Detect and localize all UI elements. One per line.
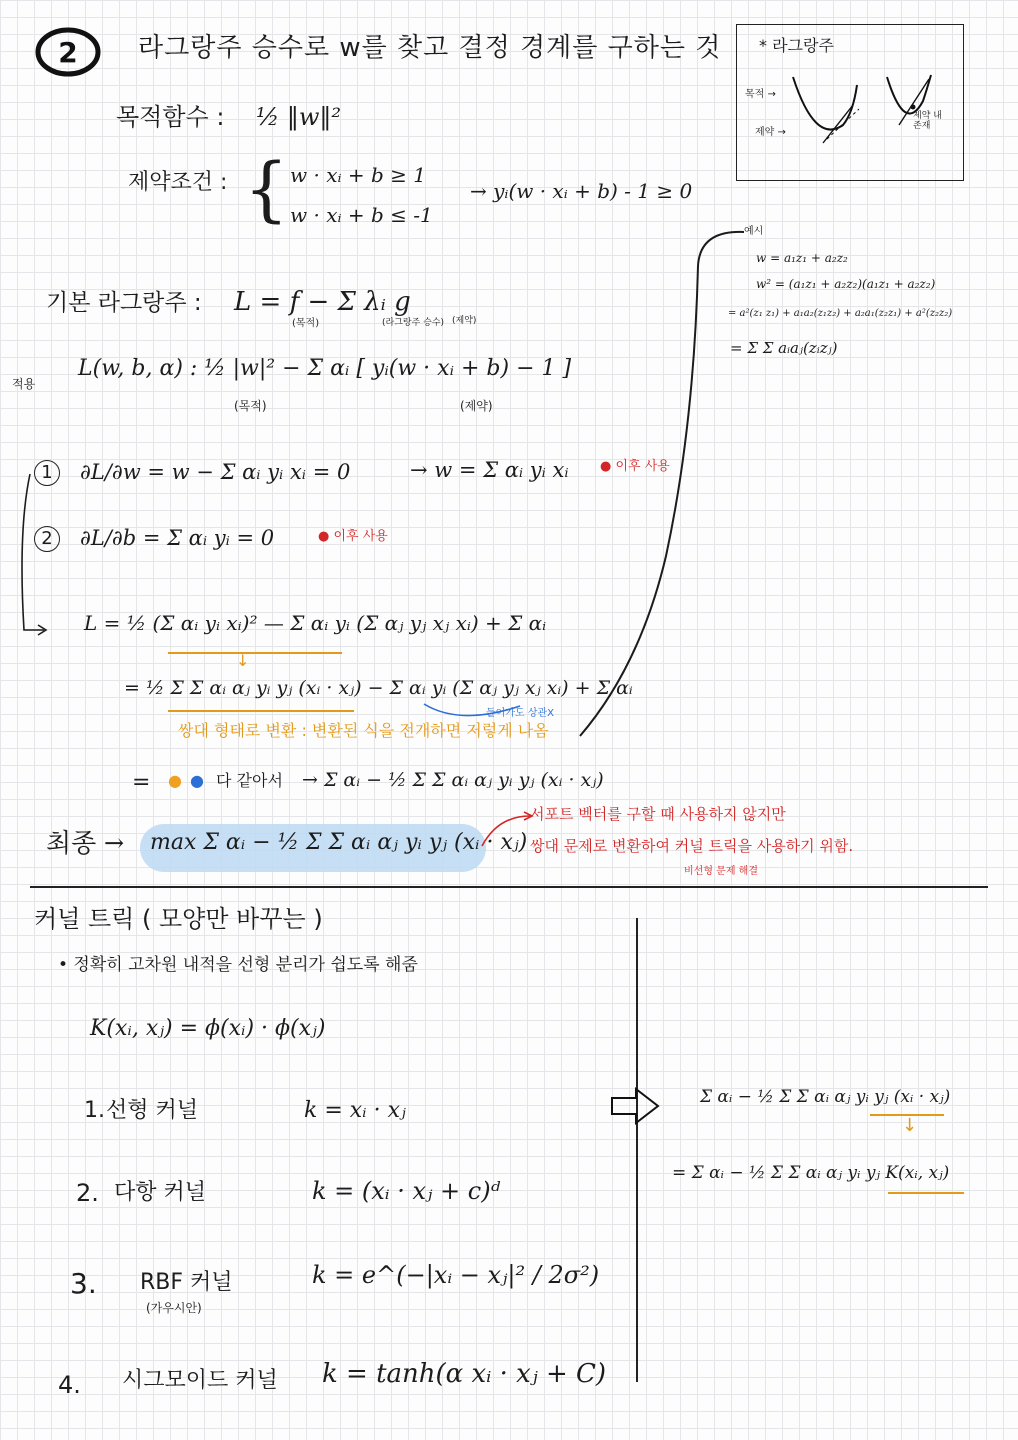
- kernel-3-name: RBF 커널: [140, 1270, 233, 1295]
- orange-underline-1: [168, 652, 342, 654]
- kernel-2-formula: k = (xᵢ · xⱼ + c)ᵈ: [312, 1177, 501, 1205]
- kernel-vertical-divider: [636, 918, 638, 1382]
- basic-sub-g: (제약): [452, 316, 477, 326]
- section-divider: [30, 886, 988, 888]
- kernel-1-formula: k = xᵢ · xⱼ: [304, 1098, 406, 1123]
- derivative-1-result: → w = Σ αᵢ yᵢ xᵢ: [410, 458, 569, 482]
- basic-lagrange-label: 기본 라그랑주 :: [46, 290, 202, 316]
- example-line-1: w = a₁z₁ + a₂z₂: [756, 251, 848, 265]
- objective-formula: ½ ‖w‖²: [256, 103, 342, 131]
- kernel-3-number: 3.: [70, 1267, 97, 1300]
- orange-underline-4: [888, 1192, 964, 1194]
- connector-curve: [570, 226, 750, 746]
- constraint-label: 제약 →: [755, 127, 786, 138]
- objective-label: 목적함수 :: [116, 103, 225, 131]
- applied-sub-constraint: (제약): [460, 399, 493, 413]
- constraint-combined: → yᵢ(w · xᵢ + b) - 1 ≥ 0: [470, 179, 693, 203]
- example-label: 예시: [744, 226, 764, 237]
- final-formula: max Σ αᵢ − ½ Σ Σ αᵢ αⱼ yᵢ yⱼ (xᵢ · xⱼ): [150, 830, 528, 855]
- constraint-label: 제약조건 :: [128, 170, 228, 195]
- kernel-title: 커널 트릭 ( 모양만 바꾸는 ): [34, 905, 323, 933]
- kernel-1-number: 1.: [84, 1098, 105, 1123]
- blue-dot: ●: [190, 771, 204, 790]
- kernel-4-number: 4.: [58, 1371, 81, 1399]
- basic-lagrange-formula: L = f − Σ λᵢ g: [234, 287, 411, 317]
- kernel-3-sub: (가우시안): [146, 1301, 202, 1315]
- orange-note: 쌍대 형태로 변환 : 변환된 식을 전개하면 저렇게 나옴: [178, 721, 549, 740]
- expansion-line-2: = ½ Σ Σ αᵢ αⱼ yᵢ yⱼ (xᵢ · xⱼ) − Σ αᵢ yᵢ (Σ αⱼ yⱼ xⱼ xᵢ) + Σ αᵢ: [124, 677, 633, 699]
- kernel-definition: K(xᵢ, xⱼ) = ϕ(xᵢ) · ϕ(xⱼ): [90, 1016, 326, 1041]
- constraint-line-2: w · xᵢ + b ≤ -1: [290, 203, 433, 227]
- page-title: 라그랑주 승수로 w를 찾고 결정 경계를 구하는 것: [138, 33, 722, 63]
- final-arrow: →: [104, 829, 125, 857]
- example-line-3: = a²(z₁ z₁) + a₁a₂(z₁z₂) + a₂a₁(z₂z₁) + a²(z₂z₂): [728, 308, 953, 319]
- final-note-2: 쌍대 문제로 변환하여 커널 트릭을 사용하기 위함.: [530, 837, 854, 855]
- derivative-1-number: 1: [34, 460, 60, 486]
- applied-label: 적용: [12, 377, 36, 391]
- orange-down-arrow: ↓: [236, 651, 250, 670]
- circled-number: 2: [58, 36, 78, 69]
- kernel-3-formula: k = e^(−|xᵢ − xⱼ|² / 2σ²): [312, 1261, 600, 1289]
- expansion-line-3-prefix: =: [132, 770, 151, 795]
- lagrange-sketch-box: [736, 24, 964, 181]
- basic-sub-lambda: (라그랑주 승수): [382, 318, 445, 328]
- orange-down-arrow-2: ↓: [902, 1115, 918, 1136]
- orange-underline-2: [168, 710, 354, 712]
- kernel-right-line-2: = Σ αᵢ − ½ Σ Σ αᵢ αⱼ yᵢ yⱼ K(xᵢ, xⱼ): [672, 1163, 950, 1183]
- derivative-2-number: 2: [34, 526, 60, 552]
- derivative-bracket: [10, 470, 70, 640]
- goal-label: 목적 →: [745, 89, 776, 100]
- kernel-1-name: 선형 커널: [106, 1098, 199, 1123]
- kernel-4-name: 시그모이드 커널: [122, 1368, 278, 1393]
- blue-note: 들어가도 상관X: [486, 708, 554, 719]
- lagrange-box-note: 제약 내 존재: [913, 111, 942, 132]
- final-note-1: 서포트 벡터를 구할 때 사용하지 않지만: [530, 805, 786, 823]
- orange-dot: ●: [168, 771, 182, 790]
- kernel-2-name: 다항 커널: [114, 1180, 207, 1205]
- derivative-2-note: ● 이후 사용: [318, 529, 388, 544]
- derivative-1-note: ● 이후 사용: [600, 459, 670, 474]
- final-label: 최종: [46, 829, 97, 859]
- derivative-2-formula: ∂L/∂b = Σ αᵢ yᵢ = 0: [80, 526, 275, 550]
- constraint-line-1: w · xᵢ + b ≥ 1: [290, 163, 426, 187]
- circled-number-icon: [34, 24, 104, 80]
- kernel-4-formula: k = tanh(α xᵢ · xⱼ + C): [322, 1359, 607, 1389]
- kernel-bullet: • 정확히 고차원 내적을 선형 분리가 쉽도록 해줌: [58, 955, 418, 975]
- constraint-brace: {: [244, 148, 289, 230]
- hollow-arrow-icon: [608, 1086, 662, 1126]
- expansion-line-3: → Σ αᵢ − ½ Σ Σ αᵢ αⱼ yᵢ yⱼ (xᵢ · xⱼ): [302, 769, 604, 791]
- expansion-line-3-mid: 다 같아서: [216, 771, 283, 790]
- derivative-1-formula: ∂L/∂w = w − Σ αᵢ yᵢ xᵢ = 0: [80, 460, 351, 484]
- applied-formula: L(w, b, α) : ½ |w|² − Σ αᵢ [ yᵢ(w · xᵢ + b) − 1 ]: [78, 356, 572, 381]
- applied-sub-goal: (목적): [234, 399, 267, 413]
- example-line-2: w² = (a₁z₁ + a₂z₂)(a₁z₁ + a₂z₂): [756, 277, 936, 291]
- final-note-3: 비선형 문제 해결: [684, 866, 758, 877]
- red-curve-arrow: [478, 810, 538, 850]
- lagrange-box-title: * 라그랑주: [759, 36, 834, 55]
- kernel-2-number: 2.: [76, 1179, 99, 1207]
- basic-sub-f: (목적): [292, 318, 320, 329]
- expansion-line-1: L = ½ (Σ αᵢ yᵢ xᵢ)² — Σ αᵢ yᵢ (Σ αⱼ yⱼ xⱼ xᵢ) + Σ αᵢ: [84, 611, 547, 635]
- example-line-4: = Σ Σ aᵢaⱼ(zᵢzⱼ): [730, 339, 838, 357]
- kernel-right-line-1: Σ αᵢ − ½ Σ Σ αᵢ αⱼ yᵢ yⱼ (xᵢ · xⱼ): [700, 1087, 951, 1107]
